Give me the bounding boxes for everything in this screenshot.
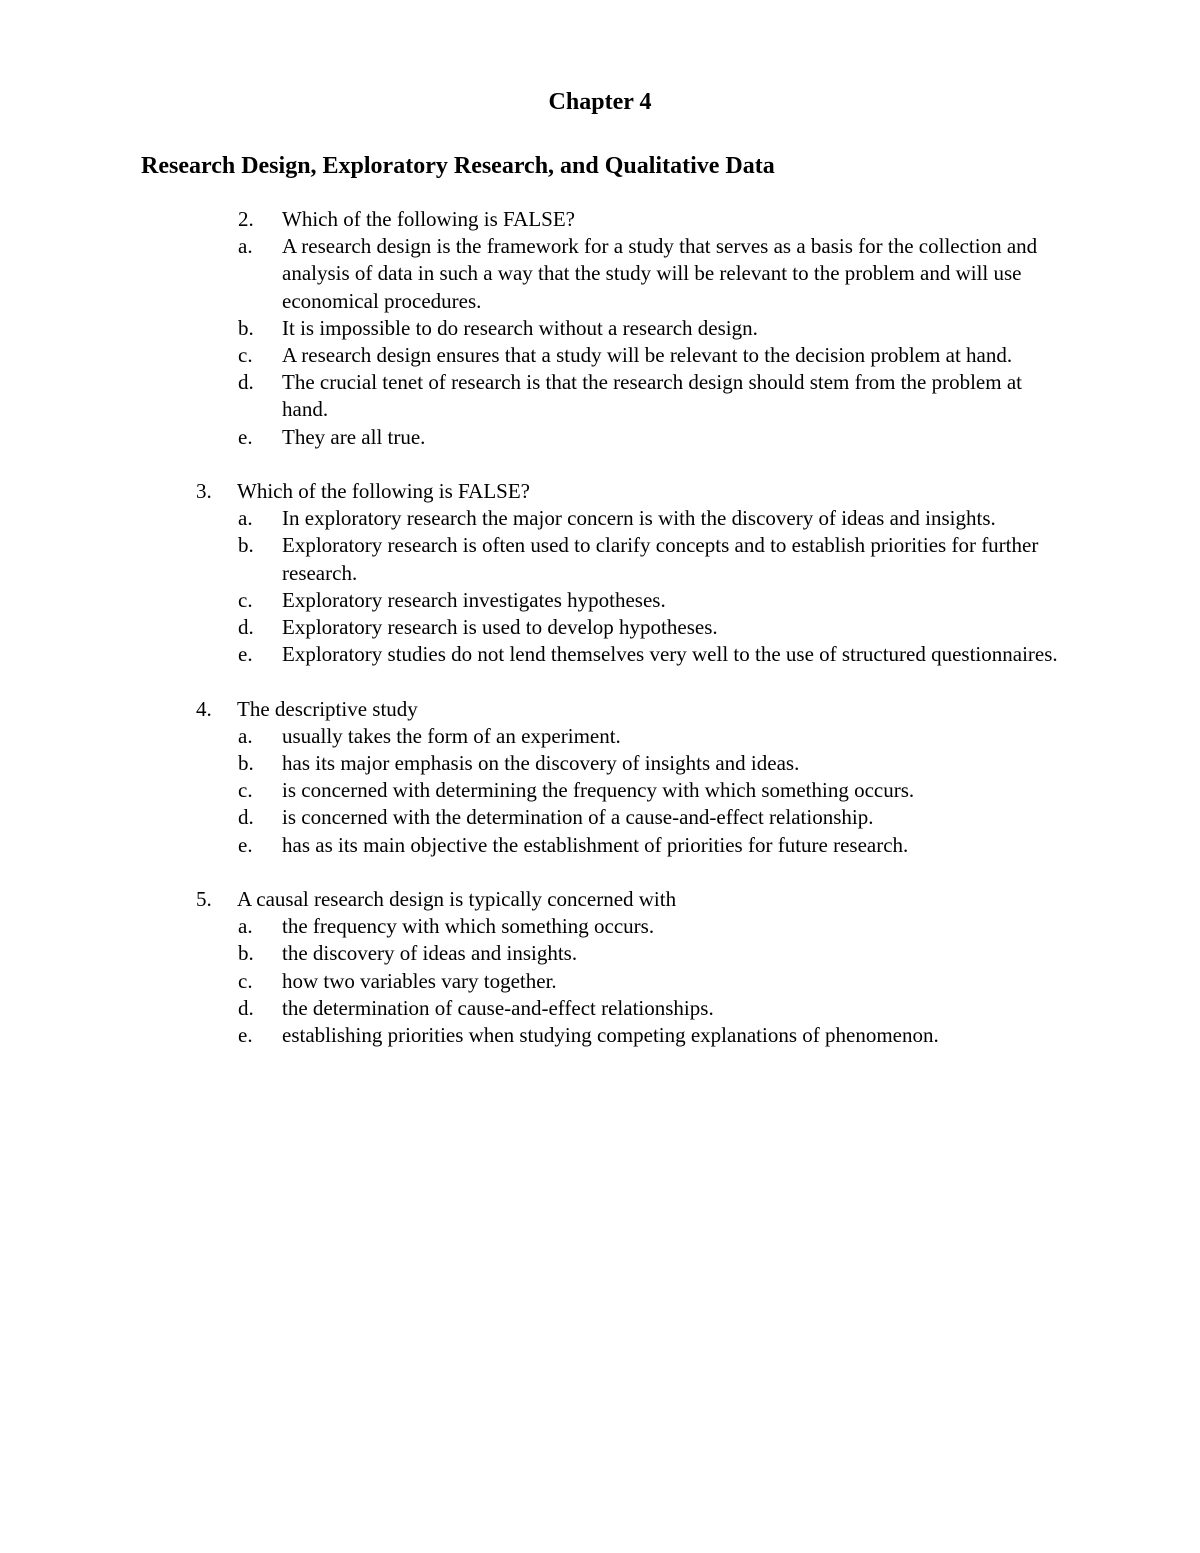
answer-option-c xyxy=(0,968,1200,995)
question-text: Which of the following is FALSE? xyxy=(282,207,575,231)
option-letter: c. xyxy=(238,587,253,612)
question-stem xyxy=(0,478,1200,505)
option-letter: d. xyxy=(238,805,254,830)
answer-option-b xyxy=(0,750,1200,777)
option-letter: e. xyxy=(238,424,253,449)
option-letter: d. xyxy=(238,370,254,395)
option-letter: e. xyxy=(238,832,253,857)
option-letter: d. xyxy=(238,615,254,640)
option-letter: c. xyxy=(238,778,253,803)
question-list xyxy=(0,206,1200,1076)
question-text: Which of the following is FALSE? xyxy=(237,479,530,504)
option-text: Exploratory research is used to develop hypotheses. xyxy=(282,615,718,640)
question-number: 2. xyxy=(238,207,254,231)
answer-option-d xyxy=(0,369,1200,423)
question-text: The descriptive study xyxy=(237,696,418,721)
section-title: Research Design, Exploratory Research, and Qualitative Data xyxy=(141,153,775,179)
option-letter: e. xyxy=(238,642,253,667)
option-letter: a. xyxy=(238,723,253,748)
option-text: the discovery of ideas and insights. xyxy=(282,941,578,966)
answer-option-c xyxy=(0,342,1200,369)
option-letter: a. xyxy=(238,914,253,939)
question-2 xyxy=(0,206,1200,451)
question-3 xyxy=(0,478,1200,668)
question-number: 3. xyxy=(196,479,212,504)
option-text: has as its main objective the establishment of priorities for future research. xyxy=(282,832,909,857)
option-text: is concerned with the determination of a cause-and-effect relationship. xyxy=(282,805,874,830)
question-stem xyxy=(0,696,1200,723)
option-text: Exploratory studies do not lend themselves very well to the use of structured questionnaires. xyxy=(282,642,1058,667)
option-letter: a. xyxy=(238,506,253,531)
option-letter: b. xyxy=(238,751,254,776)
option-letter: b. xyxy=(238,315,254,340)
option-text: In exploratory research the major concern is with the discovery of ideas and insights. xyxy=(282,506,996,531)
option-letter: b. xyxy=(238,533,254,558)
answer-option-d xyxy=(0,614,1200,641)
answer-option-a xyxy=(0,233,1200,315)
option-text: A research design ensures that a study will be relevant to the decision problem at hand. xyxy=(282,343,1013,368)
option-text: The crucial tenet of research is that the research design should stem from the problem at hand. xyxy=(282,370,1022,422)
answer-option-c xyxy=(0,777,1200,804)
option-text: usually takes the form of an experiment. xyxy=(282,723,621,748)
question-5 xyxy=(0,886,1200,1049)
answer-option-d xyxy=(0,995,1200,1022)
answer-option-a xyxy=(0,723,1200,750)
option-letter: a. xyxy=(238,234,253,259)
question-stem xyxy=(0,206,1200,233)
answer-option-a xyxy=(0,913,1200,940)
answer-option-c xyxy=(0,587,1200,614)
answer-option-e xyxy=(0,1022,1200,1049)
option-text: is concerned with determining the frequency with which something occurs. xyxy=(282,778,915,803)
option-text: They are all true. xyxy=(282,424,426,449)
answer-option-b xyxy=(0,315,1200,342)
option-text: Exploratory research investigates hypotheses. xyxy=(282,587,666,612)
answer-option-e xyxy=(0,641,1200,668)
question-number: 4. xyxy=(196,696,212,721)
option-letter: d. xyxy=(238,995,254,1020)
option-letter: e. xyxy=(238,1023,253,1048)
answer-option-e xyxy=(0,832,1200,859)
option-text: the frequency with which something occurs. xyxy=(282,914,655,939)
option-text: It is impossible to do research without a research design. xyxy=(282,315,758,340)
option-letter: c. xyxy=(238,968,253,993)
question-stem xyxy=(0,886,1200,913)
answer-option-b xyxy=(0,532,1200,586)
answer-option-d xyxy=(0,804,1200,831)
option-text: how two variables vary together. xyxy=(282,968,557,993)
answer-option-a xyxy=(0,505,1200,532)
option-letter: c. xyxy=(238,343,253,368)
question-text: A causal research design is typically concerned with xyxy=(237,887,677,912)
chapter-title: Chapter 4 xyxy=(548,89,652,115)
option-text: establishing priorities when studying competing explanations of phenomenon. xyxy=(282,1023,939,1048)
answer-option-e xyxy=(0,424,1200,451)
option-text: the determination of cause-and-effect relationships. xyxy=(282,995,714,1020)
option-text: has its major emphasis on the discovery of insights and ideas. xyxy=(282,751,800,776)
option-text: A research design is the framework for a study that serves as a basis for the collection and analysis of data in such a way that the study will be relevant to the problem and will use economical procedures. xyxy=(282,234,1038,313)
option-text: Exploratory research is often used to clarify concepts and to establish priorities for further research. xyxy=(282,533,1039,585)
question-4 xyxy=(0,696,1200,859)
option-letter: b. xyxy=(238,941,254,966)
answer-option-b xyxy=(0,940,1200,967)
question-number: 5. xyxy=(196,887,212,912)
